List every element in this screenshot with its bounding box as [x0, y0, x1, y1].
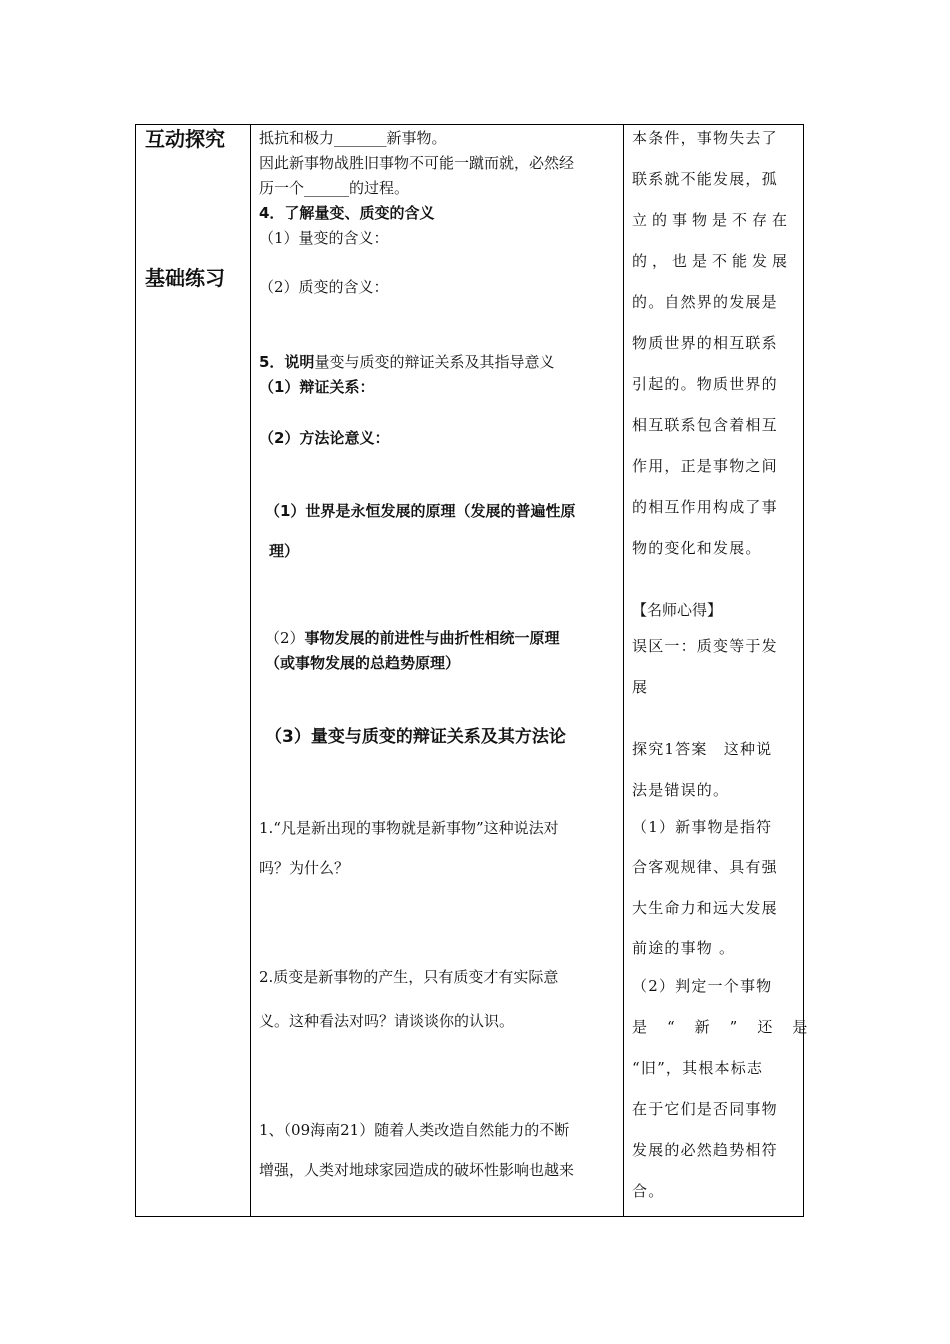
heading-5-bold: 5．说明: [259, 353, 315, 371]
section-label-column: [136, 125, 250, 1216]
principle-1: （1）世界是永恒发展的原理（发展的普遍性原: [265, 502, 576, 520]
methodology-significance: （2）方法论意义：: [259, 429, 390, 447]
note-line: 引起的。物质世界的: [632, 375, 778, 393]
note-line: 误区一：质变等于发: [632, 637, 778, 655]
text-line: 历一个______的过程。: [259, 179, 410, 197]
exercise-1: 1.“凡是新出现的事物就是新事物”这种说法对: [259, 819, 559, 837]
note-line: 展: [632, 678, 649, 696]
note-line: 是“新”还是: [632, 1018, 828, 1036]
notes-column: [624, 125, 828, 1216]
note-line: 物质世界的相互联系: [632, 334, 778, 352]
heading-5-rest: 量变与质变的辩证关系及其指导意义: [314, 353, 555, 371]
note-line: 前途的事物 。: [632, 939, 736, 957]
note-line: 的，也是不能发展: [632, 252, 793, 270]
note-line: 合。: [632, 1182, 665, 1200]
principle-2-text: 事物发展的前进性与曲折性相统一原理: [304, 629, 560, 647]
section-label-interactive: 互动探究: [145, 127, 225, 151]
note-line: 相互联系包含着相互: [632, 416, 778, 434]
note-line: 联系就不能发展，孤: [632, 170, 778, 188]
exercise-2: 2.质变是新事物的产生，只有质变才有实际意: [259, 968, 559, 986]
exercise-3-cont: 增强，人类对地球家园造成的破坏性影响也越来: [259, 1161, 575, 1179]
exercise-2-cont: 义。这种看法对吗？请谈谈你的认识。: [259, 1012, 515, 1030]
note-line: 合客观规律、具有强: [632, 858, 778, 876]
heading-5: [259, 352, 554, 372]
note-line: 的。自然界的发展是: [632, 293, 778, 311]
question-qualitative-change: （2）质变的含义：: [259, 278, 389, 296]
principle-2-cont: （或事物发展的总趋势原理）: [265, 654, 461, 672]
note-line: （2）判定一个事物: [632, 977, 773, 995]
note-line: 在于它们是否同事物: [632, 1100, 778, 1118]
principle-1-cont: 理）: [269, 542, 300, 560]
lesson-table: [135, 124, 828, 1217]
question-quantitative-change: （1）量变的含义：: [259, 229, 389, 247]
tips-heading: 【名师心得】: [632, 601, 723, 619]
text-line: 因此新事物战胜旧事物不可能一蹴而就，必然经: [259, 154, 575, 172]
note-line: 的相互作用构成了事: [632, 498, 778, 516]
section-label-basic-practice: 基础练习: [145, 266, 225, 290]
note-line: 本条件，事物失去了: [632, 129, 778, 147]
note-line: “旧”，其根本标志: [632, 1059, 764, 1077]
note-line: 法是错误的。: [632, 781, 730, 799]
note-line: 作用，正是事物之间: [632, 457, 778, 475]
note-line: 大生命力和远大发展: [632, 899, 778, 917]
note-line: （1）新事物是指符: [632, 818, 773, 836]
note-line: 立的事物是不存在: [632, 211, 793, 229]
exercise-3: 1、（09海南21）随着人类改造自然能力的不断: [259, 1121, 570, 1139]
note-line: 物的变化和发展。: [632, 539, 762, 557]
text-line: 抵抗和极力_______新事物。: [259, 129, 447, 147]
principle-2-num: （2）: [265, 629, 305, 647]
principle-2: [265, 628, 560, 648]
exercise-1-cont: 吗？为什么？: [259, 859, 350, 877]
main-content-column: [251, 125, 623, 1216]
dialectical-relation: （1）辩证关系：: [259, 378, 375, 396]
heading-4: 4．了解量变、质变的含义: [259, 204, 435, 222]
principle-3: （3）量变与质变的辩证关系及其方法论: [265, 727, 566, 747]
note-line: 发展的必然趋势相符: [632, 1141, 778, 1159]
note-line: 探究1答案 这种说: [632, 740, 773, 758]
